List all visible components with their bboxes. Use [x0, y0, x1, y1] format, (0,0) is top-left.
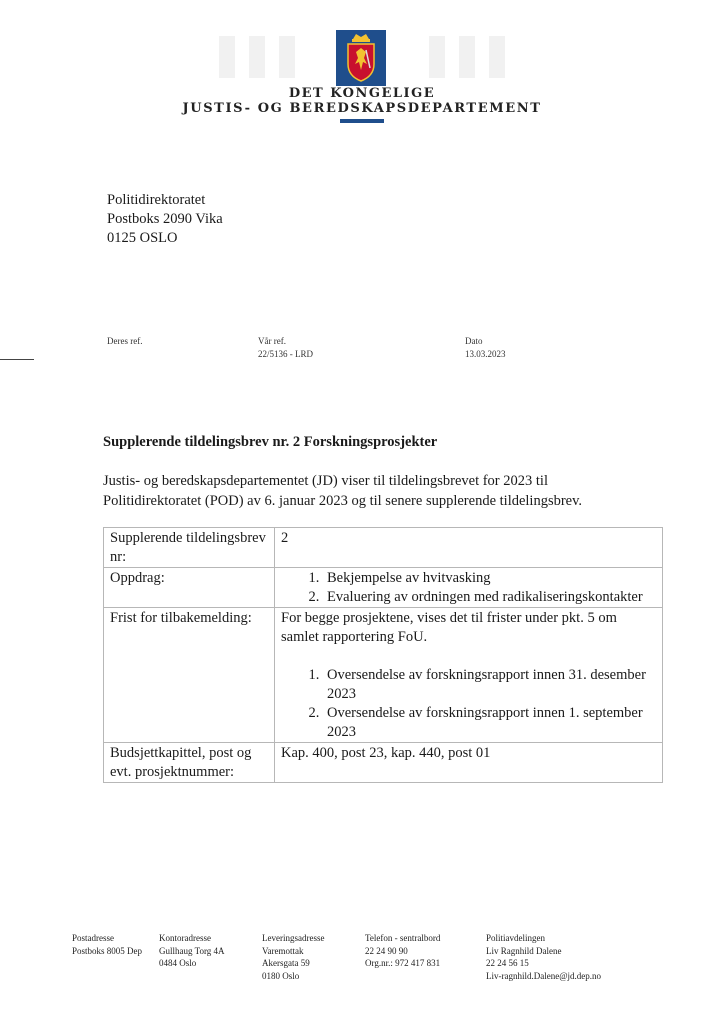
table-label: Budsjettkapittel, post og evt. prosjektnummer:: [104, 743, 275, 783]
footer-postal: [72, 932, 142, 957]
list-item: 2. Evaluering av ordningen med radikaliseringskontakter: [323, 588, 656, 607]
var-ref-value: 22/5136 - LRD: [258, 349, 313, 359]
footer-line: Gullhaug Torg 4A: [159, 945, 225, 956]
footer-title: Kontoradresse: [159, 933, 211, 943]
var-ref-label: Vår ref.: [258, 336, 286, 346]
footer-phone: [365, 932, 440, 970]
footer-delivery: [262, 932, 324, 982]
footer-line: 0180 Oslo: [262, 970, 300, 981]
list-item: 1. Bekjempelse av hvitvasking: [323, 569, 656, 588]
footer-line: Org.nr.: 972 417 831: [365, 958, 441, 968]
table-row: [104, 528, 663, 568]
footer-line: 0484 Oslo: [159, 958, 197, 968]
deadline-list: [281, 666, 656, 742]
list-item: 2. Oversendelse av forskningsrapport innen 1. september 2023: [323, 704, 656, 742]
footer-email[interactable]: Liv-ragnhild.Dalene@jd.dep.no: [486, 970, 602, 981]
assignment-list: [281, 569, 656, 607]
footer-line: Postboks 8005 Dep: [72, 945, 143, 956]
footer-title: Leveringsadresse: [262, 933, 325, 943]
table-label: Supplerende tildelingsbrev nr:: [104, 528, 275, 568]
footer-line: Varemottak: [262, 945, 304, 956]
fold-mark: [0, 359, 34, 360]
table-value: [275, 608, 663, 743]
list-item: 1. Oversendelse av forskningsrapport innen 31. desember 2023: [323, 666, 656, 704]
table-label: Frist for tilbakemelding:: [104, 608, 275, 743]
recipient-postbox: Postboks 2090 Vika: [107, 211, 223, 227]
footer-department: [486, 932, 601, 982]
letter-subject: Supplerende tildelingsbrev nr. 2 Forskningsprosjekter: [103, 434, 438, 450]
date-label: Dato: [465, 336, 483, 346]
intro-paragraph: [103, 471, 663, 511]
table-label: Oppdrag:: [104, 568, 275, 608]
recipient-city: 0125 OSLO: [107, 230, 178, 246]
letterhead-bar: [340, 119, 384, 123]
recipient-address: [107, 191, 223, 248]
assignment-table: [103, 527, 663, 783]
footer-line: Akersgata 59: [262, 958, 310, 968]
royal-coat-of-arms-icon: [336, 30, 386, 86]
footer-office: [159, 932, 225, 970]
intro-line-1: Justis- og beredskapsdepartementet (JD) viser til tildelingsbrevet for 2023 til: [103, 473, 548, 489]
ministry-name-line1: DET KONGELIGE: [288, 86, 436, 101]
footer-line: Liv Ragnhild Dalene: [486, 945, 562, 956]
table-value: [275, 568, 663, 608]
table-row: [104, 568, 663, 608]
footer-title: Postadresse: [72, 933, 114, 943]
recipient-name: Politidirektoratet: [107, 192, 206, 208]
date-value: 13.03.2023: [465, 349, 506, 359]
table-value: Kap. 400, post 23, kap. 440, post 01: [275, 743, 663, 783]
footer-line: 22 24 90 90: [365, 945, 408, 956]
deres-ref-label: Deres ref.: [107, 336, 143, 346]
footer-title: Telefon - sentralbord: [365, 933, 441, 943]
intro-line-2: Politidirektoratet (POD) av 6. januar 2023 og til senere supplerende tildelingsbrev.: [103, 493, 583, 509]
table-value: 2: [275, 528, 663, 568]
table-row: [104, 608, 663, 743]
footer-line: 22 24 56 15: [486, 958, 529, 968]
footer-title: Politiavdelingen: [486, 933, 545, 943]
ministry-name-line2: JUSTIS- OG BEREDSKAPSDEPARTEMENT: [182, 101, 542, 116]
table-row: [104, 743, 663, 783]
deadline-text: For begge prosjektene, vises det til frister under pkt. 5 om samlet rapportering FoU.: [281, 610, 617, 645]
